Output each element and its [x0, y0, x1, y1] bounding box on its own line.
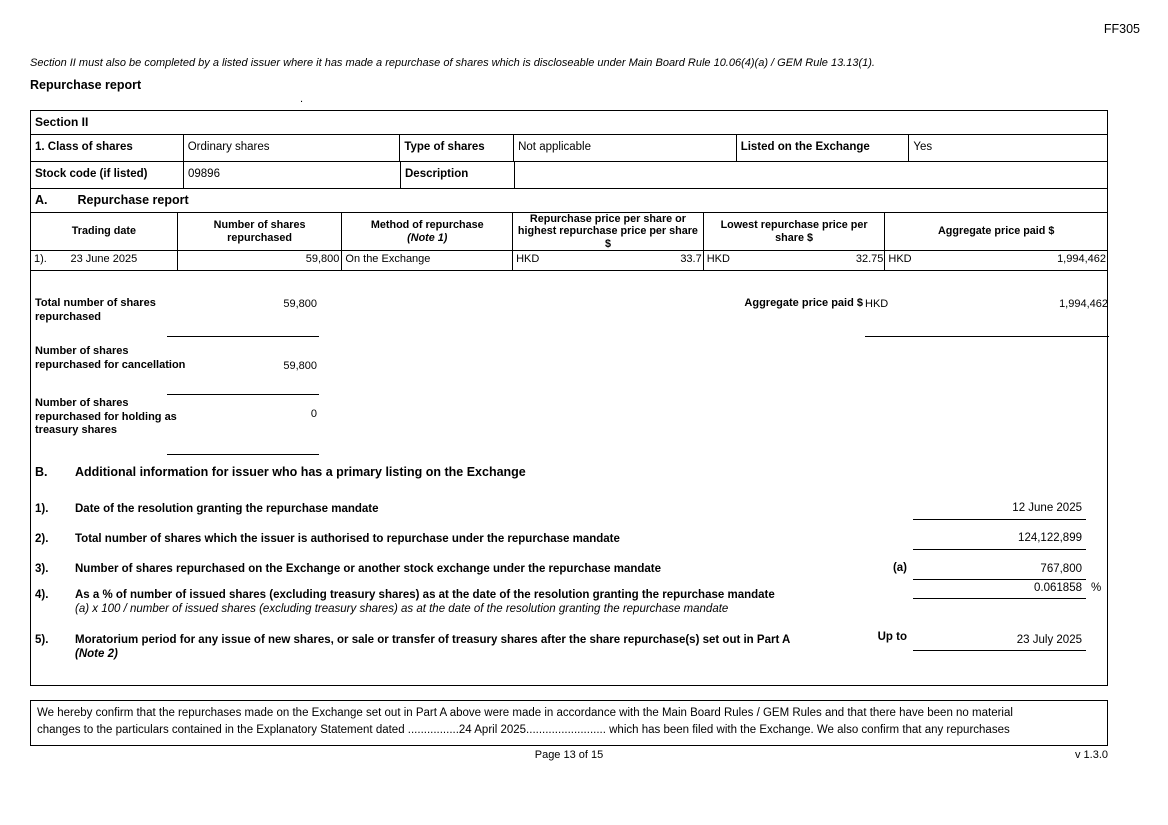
type-of-shares-label: Type of shares [400, 135, 514, 161]
description-label: Description [401, 162, 515, 188]
header-high-price: Repurchase price per share or highest repurchase price per share $ [513, 213, 704, 250]
header-trading-date: Trading date [31, 213, 178, 250]
class-of-shares-label: 1. Class of shares [31, 135, 184, 161]
aggregate-paid-label: Aggregate price paid $ [744, 297, 863, 309]
confirmation-line-1: We hereby confirm that the repurchases made on the Exchange set out in Part A above were made in accordance with the Main Board Rules / GEM Rules and that there have been no material [37, 707, 1013, 719]
high-price-value: 33.7 [680, 253, 702, 265]
item-2 [35, 532, 620, 546]
part-b-title: Additional information for issuer who has a primary listing on the Exchange [75, 465, 526, 479]
stock-code-row [31, 162, 1107, 189]
item-5-value: 23 July 2025 [913, 632, 1086, 651]
form-version: v 1.3.0 [1074, 749, 1108, 761]
type-of-shares-value: Not applicable [514, 135, 737, 161]
aggregate-paid-total [865, 297, 1109, 337]
item-5-number: 5). [35, 634, 49, 646]
low-price-currency: HKD [706, 253, 730, 265]
cell-high-price [513, 251, 704, 270]
part-b-heading [35, 465, 526, 479]
class-of-shares-value: Ordinary shares [184, 135, 401, 161]
part-a-letter: A. [35, 193, 48, 207]
aggregate-total-value: 1,994,462 [1059, 298, 1108, 310]
high-price-currency: HKD [516, 253, 540, 265]
description-value [515, 162, 1107, 188]
item-3 [35, 562, 661, 576]
item-1 [35, 502, 379, 516]
part-b-letter: B. [35, 465, 48, 479]
cell-trading-date [31, 251, 178, 270]
item-5-text: Moratorium period for any issue of new shares, or sale or transfer of treasury shares after the share repurchase(s) set out in Part A [75, 634, 791, 646]
form-code: FF305 [1103, 22, 1140, 36]
confirmation-line-2: changes to the particulars contained in the Explanatory Statement dated ................24 April 2025......................... which has been filed with the Exchange. We also confirm that any repurchases [37, 724, 1010, 736]
cell-aggregate-paid [885, 251, 1107, 270]
header-shares-repurchased: Number of shares repurchased [178, 213, 343, 250]
aggregate-total-currency: HKD [865, 298, 889, 310]
total-shares-value: 59,800 [167, 297, 319, 337]
stock-code-label: Stock code (if listed) [31, 162, 184, 188]
item-4-number: 4). [35, 589, 49, 601]
cell-shares-repurchased: 59,800 [178, 251, 343, 270]
cell-low-price [704, 251, 886, 270]
item-4-subtext: (a) x 100 / number of issued shares (excluding treasury shares) as at the date of the resolution granting the repurchase mandate [75, 603, 729, 615]
treasury-value: 0 [167, 397, 319, 455]
page-title: Repurchase report [30, 78, 142, 92]
item-4 [35, 588, 775, 616]
totals-and-part-b [31, 271, 1107, 685]
confirmation-box [30, 700, 1108, 746]
listed-on-exchange-value: Yes [913, 141, 933, 153]
item-5 [35, 633, 790, 661]
item-3-tag: (a) [892, 562, 907, 574]
item-2-value: 124,122,899 [913, 530, 1086, 550]
intro-note: Section II must also be completed by a listed issuer where it has made a repurchase of shares which is discloseable under Main Board Rule 10.06(4)(a) / GEM Rule 13.13(1). [30, 57, 875, 69]
item-2-text: Total number of shares which the issuer is authorised to repurchase under the repurchase mandate [75, 533, 620, 545]
section-ii-box [30, 110, 1108, 686]
part-a-heading [31, 189, 1107, 213]
item-4-percent-sign: % [1091, 582, 1102, 594]
header-aggregate-paid: Aggregate price paid $ [938, 225, 1055, 238]
repurchase-table-header [31, 213, 1107, 251]
item-3-text: Number of shares repurchased on the Exchange or another stock exchange under the repurchase mandate [75, 563, 662, 575]
aggregate-value: 1,994,462 [1057, 253, 1106, 265]
item-5-tag: Up to [877, 631, 907, 643]
class-of-shares-row [31, 135, 1107, 162]
item-1-text: Date of the resolution granting the repurchase mandate [75, 503, 379, 515]
item-4-value: 0.061858 [913, 580, 1086, 599]
section-ii-header: Section II [31, 111, 1107, 135]
item-3-value: 767,800 [913, 561, 1086, 580]
item-2-number: 2). [35, 533, 49, 545]
treasury-label: Number of shares repurchased for holding as treasury shares [35, 397, 177, 436]
part-a-title: Repurchase report [77, 193, 189, 207]
item-5-note: (Note 2) [75, 648, 118, 660]
page-number: Page 13 of 15 [534, 749, 604, 761]
item-4-text: As a % of number of issued shares (excluding treasury shares) as at the date of the resolution granting the repurchase mandate [75, 589, 775, 601]
item-1-number: 1). [35, 503, 49, 515]
listed-on-exchange-label: Listed on the Exchange [737, 135, 910, 161]
low-price-value: 32.75 [855, 253, 884, 265]
trading-date-value: 23 June 2025 [70, 253, 138, 265]
repurchase-table-row [31, 251, 1107, 271]
header-method-note: (Note 1) [407, 231, 448, 244]
total-shares-label: Total number of shares repurchased [35, 297, 156, 323]
stray-mark: . [300, 93, 304, 105]
item-1-value: 12 June 2025 [913, 500, 1086, 520]
header-low-price: Lowest repurchase price per share $ [704, 213, 886, 250]
cell-method: On the Exchange [342, 251, 513, 270]
cancellation-value: 59,800 [167, 345, 319, 395]
cancellation-label: Number of shares repurchased for cancellation [35, 345, 186, 371]
header-method: Method of repurchase (Note 1) [342, 213, 513, 250]
item-3-number: 3). [35, 563, 49, 575]
aggregate-currency: HKD [888, 253, 912, 265]
stock-code-value: 09896 [184, 162, 401, 188]
row-index: 1). [34, 253, 47, 265]
